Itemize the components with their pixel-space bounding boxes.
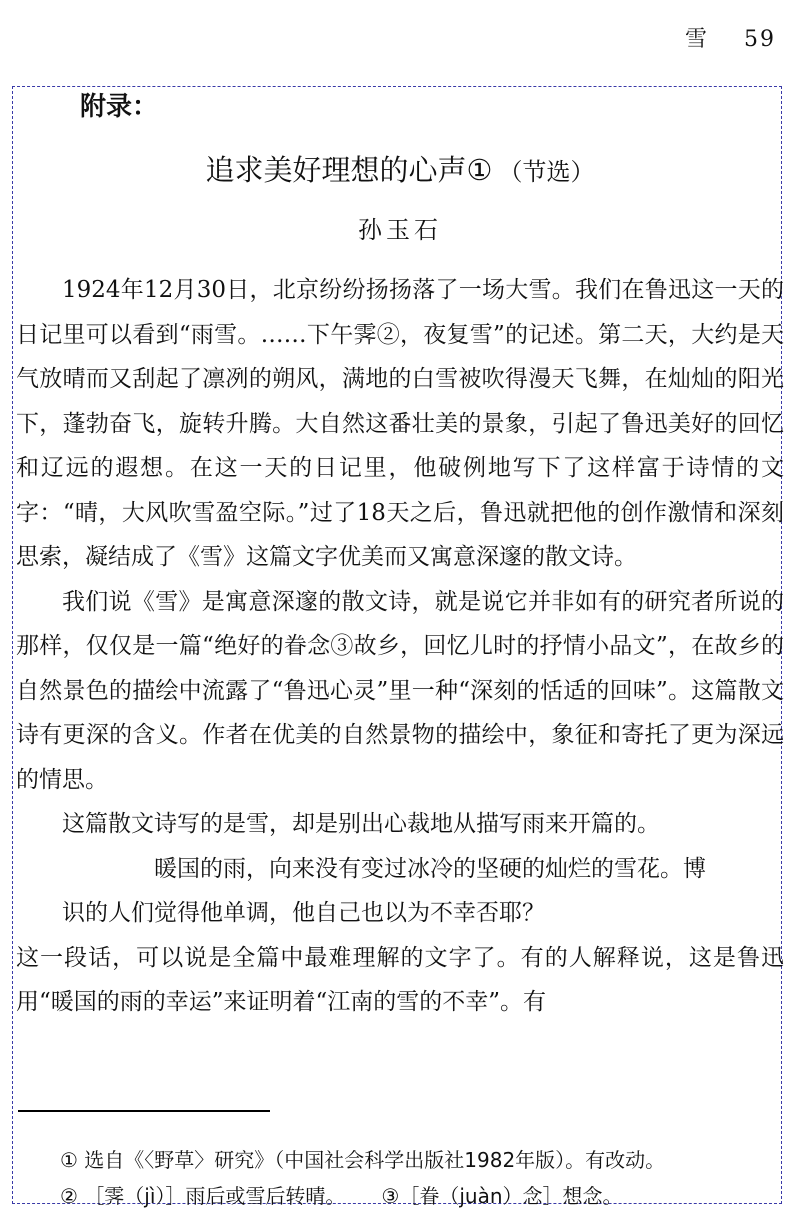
page-number: 59	[744, 27, 776, 52]
footnote-1: ① 选自《〈野草〉研究》（中国社会科学出版社1982年版）。有改动。	[60, 1148, 666, 1172]
quote-line-1: 暖国的雨，向来没有变过冰冷的坚硬的灿烂的雪花。博	[154, 855, 706, 882]
running-header	[685, 22, 776, 53]
footnote-2: ② ［霁（jì）］雨后或雪后转晴。	[60, 1184, 346, 1208]
article-title	[0, 148, 800, 189]
author-name: 孙玉石	[358, 216, 442, 244]
paragraph-1: 1924年12月30日，北京纷纷扬扬落了一场大雪。我们在鲁迅这一天的日记里可以看到“雨雪。……下午霁②，夜复雪”的记述。第二天，大约是天气放晴而又刮起了凛冽的朔风，满地的白雪被吹得漫天飞舞，在灿灿的阳光下，蓬勃奋飞，旋转升腾。大自然这番壮美的景象，引起了鲁迅美好的回忆和辽远的遐想。在这一天的日记里，他破例地写下了这样富于诗情的文字：“晴，大风吹雪盈空际。”过了18天之后，鲁迅就把他的创作激情和深刻思索，凝结成了《雪》这篇文字优美而又寓意深邃的散文诗。	[16, 277, 784, 570]
footnote-rule	[18, 1110, 270, 1112]
title-subtitle: （节选）	[498, 158, 595, 186]
paragraph-3: 这篇散文诗写的是雪，却是别出心裁地从描写雨来开篇的。	[62, 811, 660, 837]
footnotes	[60, 1142, 665, 1214]
body-text	[16, 268, 784, 1025]
paragraph-2: 我们说《雪》是寓意深邃的散文诗，就是说它并非如有的研究者所说的那样，仅仅是一篇“绝好的眷念③故乡，回忆儿时的抒情小品文”，在故乡的自然景色的描绘中流露了“鲁迅心灵”里一种“深刻的恬适的回味”。这篇散文诗有更深的含义。作者在优美的自然景物的描绘中，象征和寄托了更为深远的情思。	[16, 588, 784, 793]
appendix-label: 附录：	[80, 92, 159, 122]
title-main: 追求美好理想的心声①	[205, 153, 493, 187]
footnote-row	[60, 1178, 665, 1214]
quote-line-2: 识的人们觉得他单调，他自己也以为不幸否耶？	[62, 900, 545, 926]
header-title: 雪	[684, 27, 709, 52]
paragraph-4: 这一段话，可以说是全篇中最难理解的文字了。有的人解释说，这是鲁迅用“暖国的雨的幸运”来证明着“江南的雪的不幸”。有	[16, 944, 784, 1015]
footnote-3: ③［眷（juàn）念］想念。	[381, 1184, 623, 1208]
